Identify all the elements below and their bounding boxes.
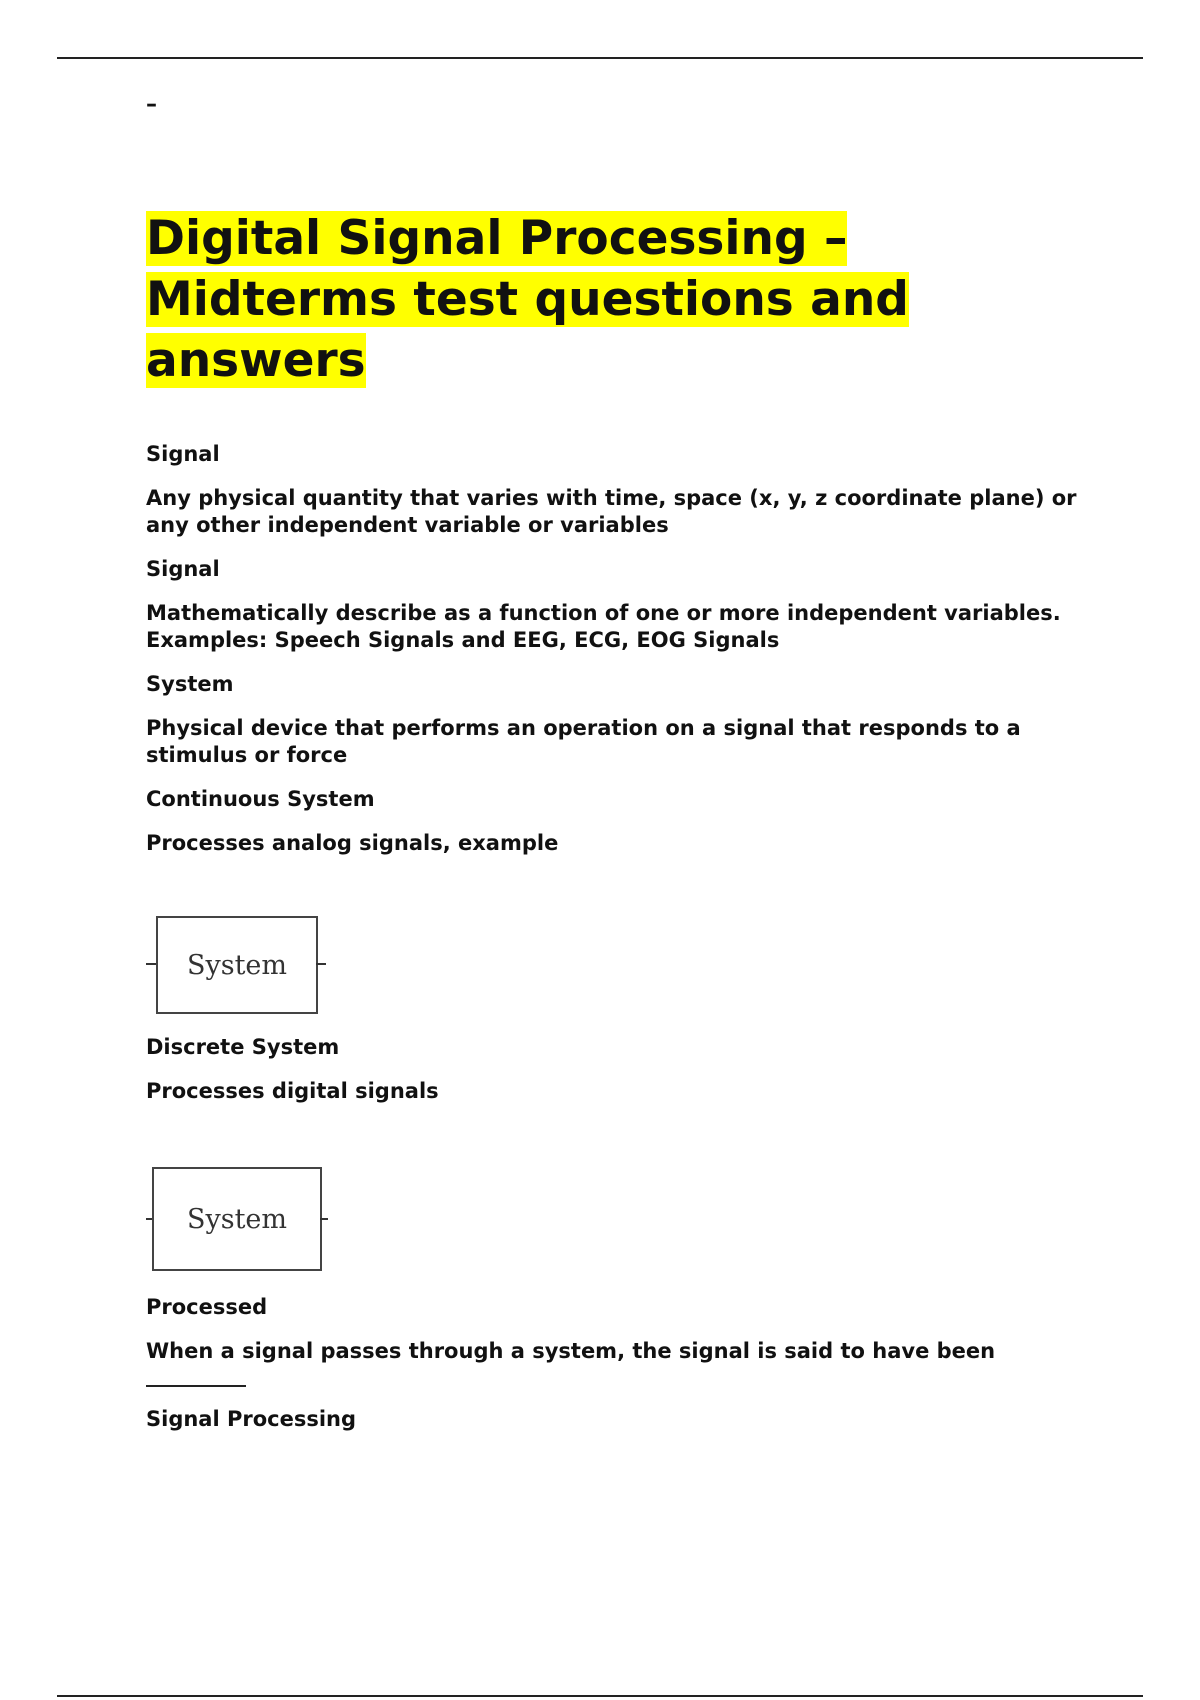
top-rule	[57, 57, 1143, 59]
question-term: Continuous System	[146, 787, 375, 811]
leading-dash: –	[146, 92, 157, 117]
title-line-2: Midterms test questions and	[146, 272, 909, 327]
document-body	[146, 90, 1096, 1450]
question-term: Signal	[146, 442, 220, 466]
answer-text: Physical device that performs an operation on a signal that responds to a stimulus or force	[146, 716, 1021, 767]
output-wire	[316, 963, 326, 965]
system-block	[152, 1167, 322, 1271]
fill-in-blank	[146, 1365, 246, 1387]
question-term: Processed	[146, 1295, 268, 1319]
qa-list	[146, 441, 1096, 1433]
discrete-system-diagram	[146, 1122, 326, 1284]
answer-text	[146, 1338, 1096, 1394]
answer-text: Mathematically describe as a function of one or more independent variables. Examples: Speech Signals and EEG, ECG, EOG Signals	[146, 601, 1061, 652]
answer-sentence: When a signal passes through a system, the signal is said to have been	[146, 1339, 996, 1363]
bottom-rule	[57, 1695, 1143, 1697]
answer-text: Processes digital signals	[146, 1079, 439, 1103]
answer-text: Any physical quantity that varies with time, space (x, y, z coordinate plane) or any other independent variable or variables	[146, 486, 1077, 537]
system-block	[156, 916, 318, 1014]
question-term: Signal	[146, 557, 220, 581]
output-wire	[320, 1218, 328, 1220]
question-term: Discrete System	[146, 1035, 340, 1059]
system-block-label: System	[186, 1203, 288, 1235]
page-title	[146, 208, 1096, 391]
title-line-3: answers	[146, 333, 366, 388]
continuous-system-diagram	[146, 874, 326, 1024]
question-term: System	[146, 672, 234, 696]
answer-text: Processes analog signals, example	[146, 831, 559, 855]
title-line-1: Digital Signal Processing –	[146, 211, 848, 266]
system-block-label: System	[186, 949, 288, 981]
question-term: Signal Processing	[146, 1407, 357, 1431]
